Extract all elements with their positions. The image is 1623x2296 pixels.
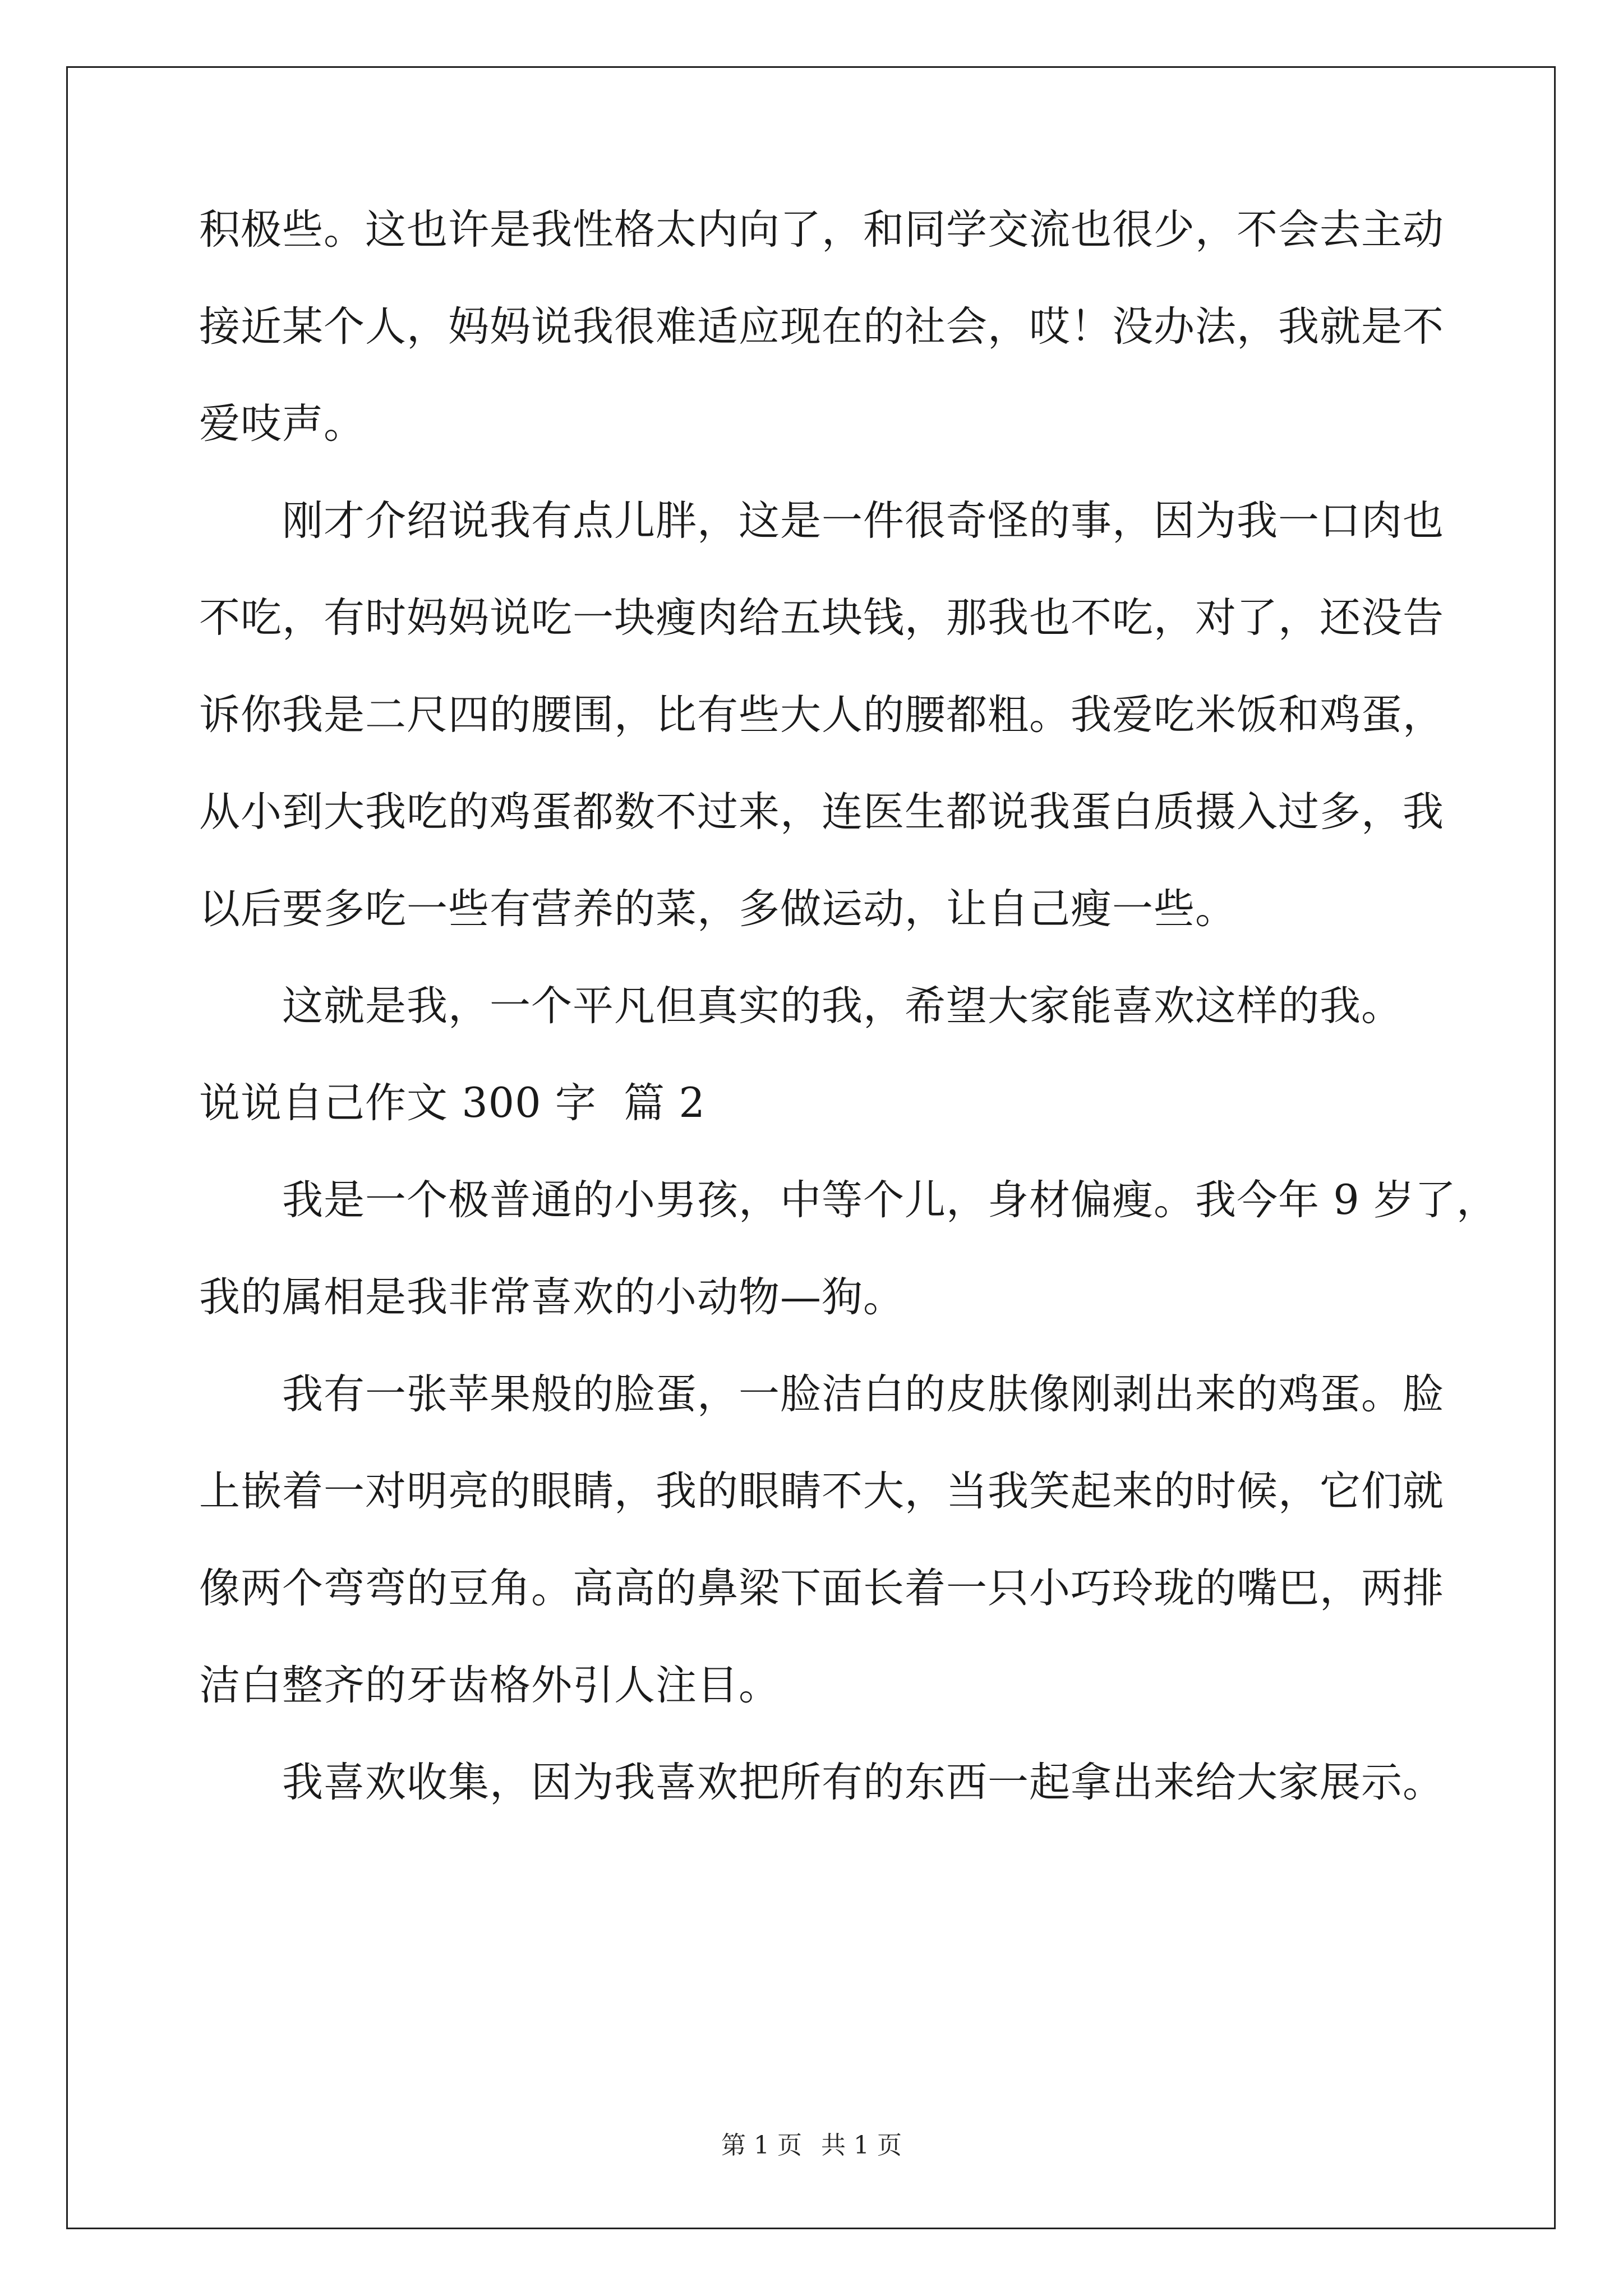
section-heading: 说说自己作文 300 字 篇 2	[199, 1079, 706, 1127]
paragraph-first-line: 我喜欢收集，因为我喜欢把所有的东西一起拿出来给大家展示。	[282, 1759, 1444, 1806]
text-line: 积极些。这也许是我性格太内向了，和同学交流也很少，不会去主动	[199, 206, 1444, 254]
paragraph-first-line: 这就是我，一个平凡但真实的我，希望大家能喜欢这样的我。	[282, 982, 1403, 1030]
text-line: 不吃，有时妈妈说吃一块瘦肉给五块钱，那我也不吃，对了，还没告	[199, 594, 1444, 642]
text-line: 像两个弯弯的豆角。高高的鼻梁下面长着一只小巧玲珑的嘴巴，两排	[199, 1565, 1444, 1612]
text-line: 我的属相是我非常喜欢的小动物—狗。	[199, 1273, 905, 1321]
paragraph-first-line: 我有一张苹果般的脸蛋，一脸洁白的皮肤像刚剥出来的鸡蛋。脸	[282, 1370, 1444, 1418]
page-border	[66, 66, 1556, 2229]
text-line: 上嵌着一对明亮的眼睛，我的眼睛不大，当我笑起来的时候，它们就	[199, 1467, 1444, 1515]
text-line: 诉你我是二尺四的腰围，比有些大人的腰都粗。我爱吃米饭和鸡蛋，	[199, 691, 1444, 739]
text-line: 接近某个人，妈妈说我很难适应现在的社会，哎！没办法，我就是不	[199, 303, 1444, 351]
paragraph-first-line: 我是一个极普通的小男孩，中等个儿，身材偏瘦。我今年 9 岁了，	[282, 1176, 1498, 1224]
text-line: 以后要多吃一些有营养的菜，多做运动，让自己瘦一些。	[199, 885, 1237, 933]
page-number: 第 1 页	[721, 2131, 802, 2160]
text-line: 洁白整齐的牙齿格外引人注目。	[199, 1662, 780, 1709]
text-line: 从小到大我吃的鸡蛋都数不过来，连医生都说我蛋白质摄入过多，我	[199, 788, 1444, 836]
text-line: 爱吱声。	[199, 400, 365, 448]
page-footer	[0, 2132, 1623, 2160]
page-total: 共 1 页	[821, 2131, 902, 2160]
paragraph-first-line: 刚才介绍说我有点儿胖，这是一件很奇怪的事，因为我一口肉也	[282, 497, 1444, 545]
